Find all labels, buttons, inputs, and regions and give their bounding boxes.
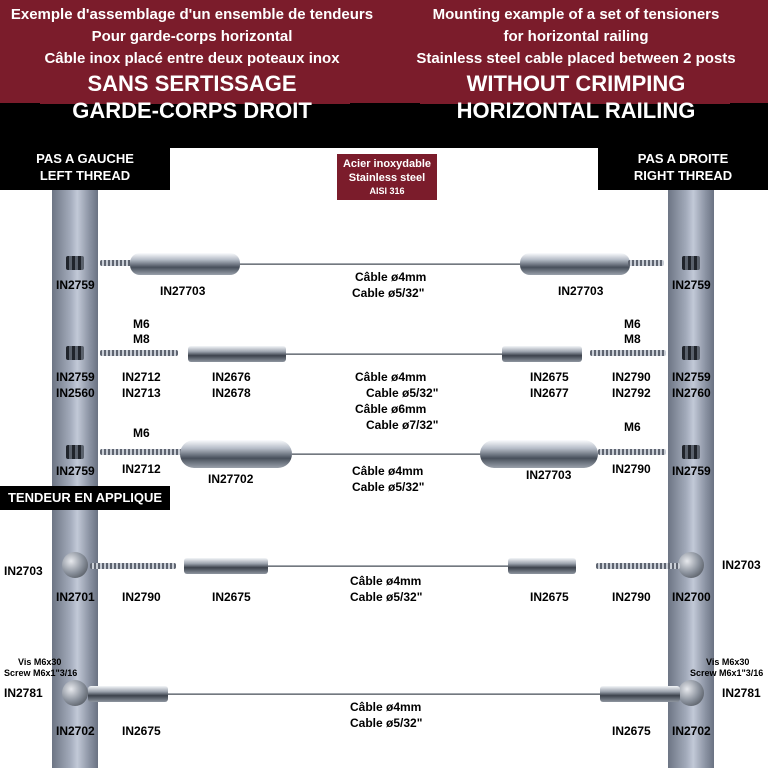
label-cable-4b: Cable ø5/32" <box>350 590 423 604</box>
label-part-left-1: IN27703 <box>160 284 206 298</box>
label-rod-right-4: IN2790 <box>612 590 651 604</box>
post-fitting-right-1 <box>682 256 700 270</box>
header-left-line-3: Câble inox placé entre deux poteaux inox <box>44 50 340 67</box>
label-cable-5b: Cable ø5/32" <box>350 716 423 730</box>
label-tube-right-5: IN2675 <box>612 724 651 738</box>
header-right-line-2: for horizontal railing <box>503 28 649 45</box>
label-thread-right-2a: M6 <box>624 317 641 331</box>
label-cable-2a: Câble ø4mm <box>355 370 427 384</box>
disc-right-4 <box>678 552 704 578</box>
cable-4 <box>268 565 508 567</box>
rod-left-3 <box>100 449 182 455</box>
label-tube-left-5: IN2675 <box>122 724 161 738</box>
label-base-left-4: IN2701 <box>56 590 95 604</box>
label-tube-left-2b: IN2678 <box>212 386 251 400</box>
label-rod-left-2b: IN2713 <box>122 386 161 400</box>
label-part-right-3: IN27703 <box>526 468 572 482</box>
header-right <box>384 4 768 124</box>
label-tube-left-2a: IN2676 <box>212 370 251 384</box>
tensioner-right-1 <box>520 253 630 275</box>
label-cable-2d: Cable ø7/32" <box>366 418 439 432</box>
post-fitting-left-3 <box>66 445 84 459</box>
cable-1 <box>240 263 522 265</box>
rod-left-2 <box>100 350 178 356</box>
right-thread-en: RIGHT THREAD <box>633 168 733 183</box>
header-left <box>0 4 384 124</box>
label-base-right-5: IN2702 <box>672 724 711 738</box>
post-fitting-left-2 <box>66 346 84 360</box>
title-left-1: SANS SERTISSAGE <box>87 71 297 96</box>
label-rod-left-2a: IN2712 <box>122 370 161 384</box>
label-post-right-1: IN2759 <box>672 278 711 292</box>
label-post-right-2a: IN2759 <box>672 370 711 384</box>
right-thread-fr: PAS A DROITE <box>637 151 729 166</box>
label-cable-2c: Câble ø6mm <box>355 402 427 416</box>
post-fitting-right-2 <box>682 346 700 360</box>
label-disc-left-4: IN2703 <box>4 564 43 578</box>
tube-left-2 <box>188 346 286 362</box>
label-post-right-2b: IN2760 <box>672 386 711 400</box>
title-right-2: HORIZONTAL RAILING <box>456 98 696 123</box>
label-rod-left-4: IN2790 <box>122 590 161 604</box>
tube-right-5 <box>600 686 680 702</box>
label-part-left-3: IN27702 <box>208 472 254 486</box>
label-tube-right-4: IN2675 <box>530 590 569 604</box>
left-thread-en: LEFT THREAD <box>39 168 131 183</box>
label-cable-4a: Câble ø4mm <box>350 574 422 588</box>
left-thread-box <box>0 148 170 190</box>
tensioner-left-1 <box>130 253 240 275</box>
label-thread-left-2b: M8 <box>133 332 150 346</box>
label-thread-right-3: M6 <box>624 420 641 434</box>
label-base-left-5: IN2702 <box>56 724 95 738</box>
title-left-2: GARDE-CORPS DROIT <box>72 98 312 123</box>
material-badge <box>337 154 437 200</box>
tube-right-4 <box>508 558 576 574</box>
disc-right-5 <box>678 680 704 706</box>
label-post-left-3: IN2759 <box>56 464 95 478</box>
tube-left-4 <box>184 558 268 574</box>
applique-banner-text: TENDEUR EN APPLIQUE <box>7 490 163 505</box>
stud-left-1 <box>100 260 132 266</box>
label-tube-right-2a: IN2675 <box>530 370 569 384</box>
cable-2 <box>286 353 502 355</box>
rod-right-2 <box>590 350 666 356</box>
tensioner-left-3 <box>180 440 292 468</box>
label-post-left-1: IN2759 <box>56 278 95 292</box>
tube-right-2 <box>502 346 582 362</box>
label-thread-left-3: M6 <box>133 426 150 440</box>
label-cable-5a: Câble ø4mm <box>350 700 422 714</box>
label-screw-left-5a: Vis M6x30 <box>18 657 62 667</box>
right-thread-box <box>598 148 768 190</box>
header-left-line-1: Exemple d'assemblage d'un ensemble de tendeurs <box>10 6 374 23</box>
title-right-1: WITHOUT CRIMPING <box>466 71 686 96</box>
rod-left-4 <box>90 563 176 569</box>
label-cable-1b: Cable ø5/32" <box>352 286 425 300</box>
rod-right-4 <box>596 563 680 569</box>
label-screw-left-5b: Screw M6x1"3/16 <box>4 668 78 678</box>
header-right-line-1: Mounting example of a set of tensioners <box>432 6 720 23</box>
material-en: Stainless steel <box>348 172 426 184</box>
label-rod-right-2a: IN2790 <box>612 370 651 384</box>
label-cable-3b: Cable ø5/32" <box>352 480 425 494</box>
label-cable-1a: Câble ø4mm <box>355 270 427 284</box>
header-right-line-3: Stainless steel cable placed between 2 posts <box>416 50 736 67</box>
disc-left-4 <box>62 552 88 578</box>
left-thread-fr: PAS A GAUCHE <box>36 151 134 166</box>
material-fr: Acier inoxydable <box>342 158 432 170</box>
label-cable-2b: Cable ø5/32" <box>366 386 439 400</box>
post-fitting-right-3 <box>682 445 700 459</box>
rod-right-3 <box>598 449 666 455</box>
label-thread-right-2b: M8 <box>624 332 641 346</box>
label-disc-left-5: IN2781 <box>4 686 43 700</box>
label-rod-right-2b: IN2792 <box>612 386 651 400</box>
label-part-right-1: IN27703 <box>558 284 604 298</box>
label-post-left-2b: IN2560 <box>56 386 95 400</box>
label-post-left-2a: IN2759 <box>56 370 95 384</box>
label-disc-right-4: IN2703 <box>722 558 761 572</box>
label-rod-right-3: IN2790 <box>612 462 651 476</box>
disc-left-5 <box>62 680 88 706</box>
label-screw-right-5b: Screw M6x1"3/16 <box>690 668 764 678</box>
tensioner-right-3 <box>480 440 598 468</box>
label-cable-3a: Câble ø4mm <box>352 464 424 478</box>
stud-right-1 <box>628 260 664 266</box>
cable-5 <box>168 693 600 695</box>
label-screw-right-5a: Vis M6x30 <box>706 657 750 667</box>
post-fitting-left-1 <box>66 256 84 270</box>
label-rod-left-3: IN2712 <box>122 462 161 476</box>
label-tube-right-2b: IN2677 <box>530 386 569 400</box>
cable-3 <box>292 453 482 455</box>
material-grade: AISI 316 <box>369 186 405 196</box>
label-disc-right-5: IN2781 <box>722 686 761 700</box>
header-left-line-2: Pour garde-corps horizontal <box>91 28 293 45</box>
label-post-right-3: IN2759 <box>672 464 711 478</box>
applique-banner <box>0 486 170 510</box>
tube-left-5 <box>88 686 168 702</box>
label-base-right-4: IN2700 <box>672 590 711 604</box>
label-tube-left-4: IN2675 <box>212 590 251 604</box>
label-thread-left-2a: M6 <box>133 317 150 331</box>
